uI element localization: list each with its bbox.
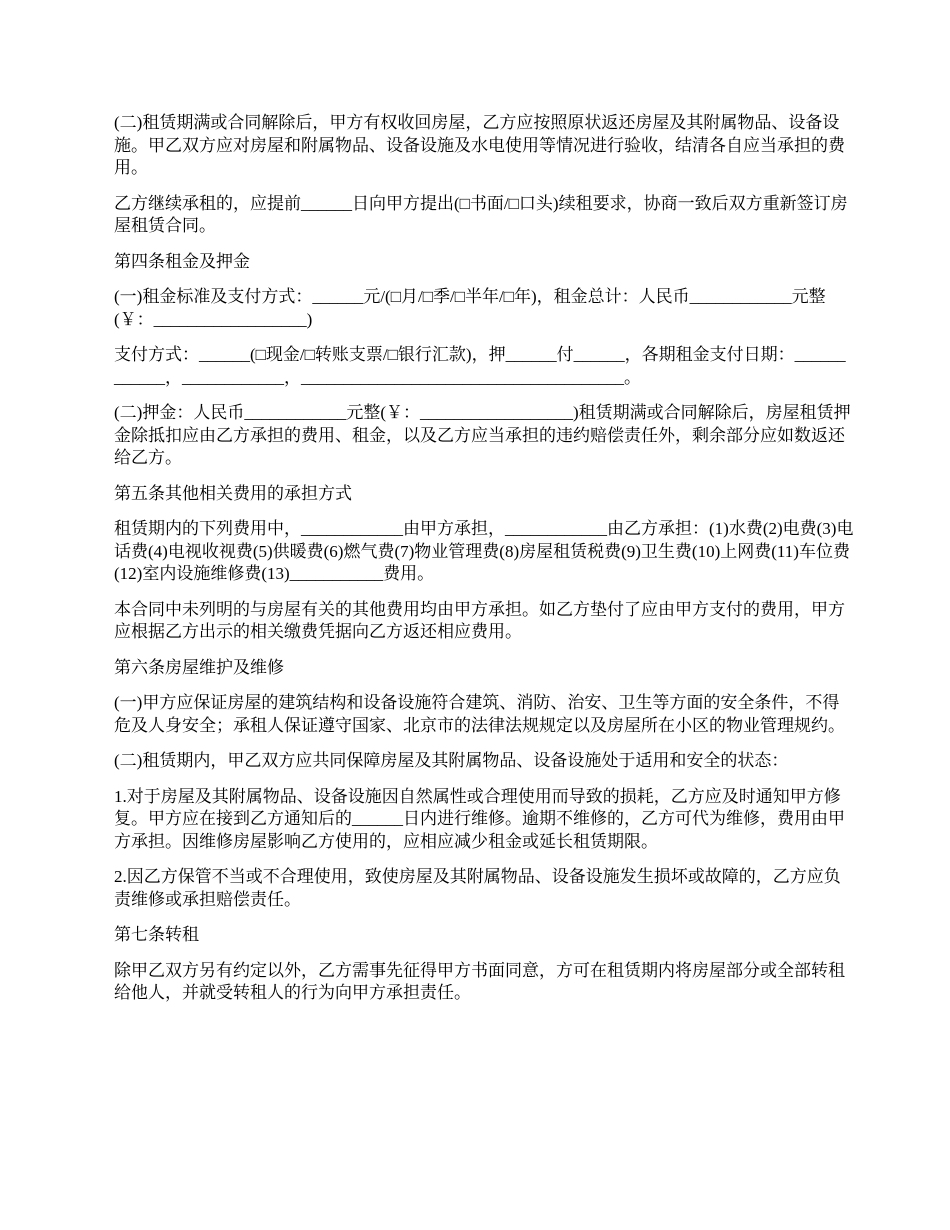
paragraph-unlisted-fees: 本合同中未列明的与房屋有关的其他费用均由甲方承担。如乙方垫付了应由甲方支付的费用，甲方应根据乙方出示的相关缴费凭据向乙方返还相应费用。	[114, 599, 845, 641]
paragraph-deposit: (二)押金：人民币____________元整(￥：__________________)租赁期满或合同解除后，房屋租赁押金除抵扣应由乙方承担的费用、租金，以及乙方应当承担的违约赔偿责任外，剩余部分应如数返还给乙方。	[114, 403, 851, 467]
paragraph-fee-allocation: 租赁期内的下列费用中，____________由甲方承担，____________由乙方承担：(1)水费(2)电费(3)电话费(4)电视收视费(5)供暖费(6)燃气费(7)物业管理费(8)房屋租赁税费(9)卫生费(10)上网费(11)车位费(12)室内设施维修费(13)___________费用。	[114, 519, 854, 583]
paragraph-renewal: 乙方继续承租的，应提前______日向甲方提出(□书面/□口头)续租要求，协商一致后双方重新签订房屋租赁合同。	[114, 193, 848, 235]
section-heading-rent-deposit: 第四条租金及押金	[114, 251, 250, 271]
paragraph-payment-method: 支付方式：______(□现金/□转账支票/□银行汇款)，押______付______，各期租金支付日期：____________，____________，______________________________________。	[114, 345, 846, 387]
section-heading-other-fees: 第五条其他相关费用的承担方式	[114, 483, 352, 503]
paragraph-joint-safeguard: (二)租赁期内，甲乙双方应共同保障房屋及其附属物品、设备设施处于适用和安全的状态：	[114, 751, 789, 770]
section-heading-maintenance: 第六条房屋维护及维修	[114, 657, 284, 677]
paragraph-rent-standard: (一)租金标准及支付方式：______元/(□月/□季/□半年/□年)，租金总计：人民币____________元整(￥：__________________)	[114, 287, 826, 329]
paragraph-safety-guarantee: (一)甲方应保证房屋的建筑结构和设备设施符合建筑、消防、治安、卫生等方面的安全条件，不得危及人身安全；承租人保证遵守国家、北京市的法律法规规定以及房屋所在小区的物业管理规约。	[114, 693, 845, 735]
paragraph-repair-improper-use: 2.因乙方保管不当或不合理使用，致使房屋及其附属物品、设备设施发生损坏或故障的，乙方应负责维修或承担赔偿责任。	[114, 867, 841, 909]
paragraph-repair-natural-wear: 1.对于房屋及其附属物品、设备设施因自然属性或合理使用而导致的损耗，乙方应及时通知甲方修复。甲方应在接到乙方通知后的______日内进行维修。逾期不维修的，乙方可代为维修，费用由甲方承担。因维修房屋影响乙方使用的，应相应减少租金或延长租赁期限。	[114, 786, 845, 851]
paragraph-lease-expiry-return: (二)租赁期满或合同解除后，甲方有权收回房屋，乙方应按照原状返还房屋及其附属物品、设备设施。甲乙双方应对房屋和附属物品、设备设施及水电使用等情况进行验收，结清各自应当承担的费用。	[114, 113, 845, 177]
paragraph-sublease: 除甲乙双方另有约定以外，乙方需事先征得甲方书面同意，方可在租赁期内将房屋部分或全部转租给他人，并就受转租人的行为向甲方承担责任。	[114, 960, 845, 1002]
section-heading-sublease: 第七条转租	[114, 925, 199, 944]
